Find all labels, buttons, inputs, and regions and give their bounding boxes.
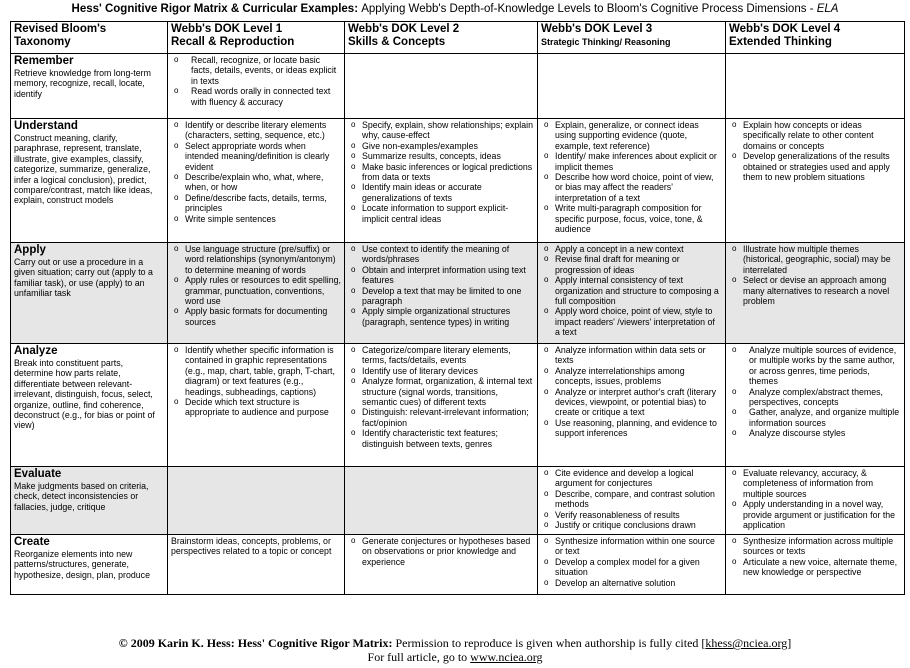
- list-item: o Identify/ make inferences about explicit or implicit themes: [555, 151, 722, 172]
- list-item: o Recall, recognize, or locate basic facts, details, events, or ideas explicit in texts: [191, 55, 341, 86]
- list-item: o Distinguish: relevant-irrelevant information; fact/opinion: [362, 407, 534, 428]
- list-item: o Apply rules or resources to edit spelling, grammar, punctuation, conventions, word use: [185, 275, 341, 306]
- list-item: o Write multi-paragraph composition for specific purpose, focus, voice, tone, & audience: [555, 203, 722, 234]
- blooms-cell: Create Reorganize elements into new patterns/structures, generate, hypothesize, design, plan, produce: [11, 535, 168, 595]
- dok4-cell: [726, 54, 905, 119]
- list-item: o Synthesize information within one source or text: [555, 536, 722, 557]
- row-remember: [11, 54, 905, 119]
- list-item: o Cite evidence and develop a logical argument for conjectures: [555, 468, 722, 489]
- dok1-cell: Brainstorm ideas, concepts, problems, or perspectives related to a topic or concept: [168, 535, 345, 595]
- list-item: o Verify reasonableness of results: [555, 510, 722, 520]
- list-item: o Apply a concept in a new context: [555, 244, 722, 254]
- list-item: o Generate conjectures or hypotheses based on observations or prior knowledge and experience: [362, 536, 534, 567]
- footer-full-article: For full article, go to: [367, 650, 468, 664]
- dok4-cell: [726, 344, 905, 467]
- row-analyze: [11, 344, 905, 467]
- bullet-list: [729, 345, 901, 439]
- header-row: [11, 22, 905, 54]
- bullet-list: [348, 536, 534, 567]
- dok4-cell: [726, 535, 905, 595]
- list-item: o Use language structure (pre/suffix) or word relationships (synonym/antonym) to determine meaning of words: [185, 244, 341, 275]
- list-item: o Analyze format, organization, & internal text structure (signal words, transitions, semantic cues) of different texts: [362, 376, 534, 407]
- list-item: o Develop a text that may be limited to one paragraph: [362, 286, 534, 307]
- list-item: o Identify use of literary devices: [362, 366, 534, 376]
- list-item: o Use context to identify the meaning of words/phrases: [362, 244, 534, 265]
- dok2-cell: [345, 535, 538, 595]
- dok1-cell: [168, 344, 345, 467]
- list-item: o Obtain and interpret information using text features: [362, 265, 534, 286]
- list-item: o Analyze complex/abstract themes, perspectives, concepts: [749, 387, 901, 408]
- list-item: o Analyze multiple sources of evidence, or multiple works by the same author, or across genres, time periods, themes: [749, 345, 901, 387]
- dok2-cell: [345, 467, 538, 535]
- list-item: o Identify main ideas or accurate generalizations of texts: [362, 182, 534, 203]
- list-item: o Analyze information within data sets or texts: [555, 345, 722, 366]
- bullet-list: [171, 244, 341, 327]
- list-item: o Analyze or interpret author's craft (literary devices, viewpoint, or potential bias) to create or critique a text: [555, 387, 722, 418]
- list-item: o Justify or critique conclusions drawn: [555, 520, 722, 530]
- bullet-list: [171, 120, 341, 224]
- list-item: o Illustrate how multiple themes (historical, geographic, social) may be interrelated: [743, 244, 901, 275]
- dok2-cell: [345, 243, 538, 344]
- list-item: o Apply understanding in a novel way, provide argument or justification for the application: [743, 499, 901, 530]
- list-item: o Develop an alternative solution: [555, 578, 722, 588]
- bullet-list: [729, 244, 901, 306]
- dok1-cell: [168, 467, 345, 535]
- blooms-cell: Understand Construct meaning, clarify, paraphrase, represent, translate, illustrate, give examples, classify, categorize, summarize, generalize, infer a logical conclusion), predict, compare/contrast, match like ideas, explain, construct models: [11, 119, 168, 243]
- footer-line-2: [0, 650, 910, 664]
- header-dok4: Webb's DOK Level 4 Extended Thinking: [726, 22, 905, 54]
- list-item: o Make basic inferences or logical predictions from data or texts: [362, 162, 534, 183]
- header-dok3: Webb's DOK Level 3 Strategic Thinking/ Reasoning: [538, 22, 726, 54]
- list-item: o Give non-examples/examples: [362, 141, 534, 151]
- bullet-list: [541, 468, 722, 530]
- list-item: o Locate information to support explicit-implicit central ideas: [362, 203, 534, 224]
- list-item: o Define/describe facts, details, terms, principles: [185, 193, 341, 214]
- list-item: o Analyze discourse styles: [749, 428, 901, 438]
- title-subject: ELA: [816, 3, 839, 15]
- dok3-cell: [538, 119, 726, 243]
- blooms-cell: Remember Retrieve knowledge from long-term memory, recognize, recall, locate, identify: [11, 54, 168, 119]
- website-link[interactable]: www.nciea.org: [470, 650, 543, 664]
- header-dok1: Webb's DOK Level 1 Recall & Reproduction: [168, 22, 345, 54]
- title-sub: Applying Webb's Depth-of-Knowledge Levels to Bloom's Cognitive Process Dimensions -: [361, 3, 814, 15]
- list-item: o Gather, analyze, and organize multiple information sources: [749, 407, 901, 428]
- dok3-cell: [538, 535, 726, 595]
- list-item: o Read words orally in connected text with fluency & accuracy: [191, 86, 341, 107]
- list-item: o Describe, compare, and contrast solution methods: [555, 489, 722, 510]
- row-apply: [11, 243, 905, 344]
- title-main: Hess' Cognitive Rigor Matrix & Curricular Examples:: [71, 3, 359, 15]
- list-item: o Specify, explain, show relationships; explain why, cause-effect: [362, 120, 534, 141]
- list-item: o Identify characteristic text features; distinguish between texts, genres: [362, 428, 534, 449]
- dok3-cell: [538, 243, 726, 344]
- footer-copyright: © 2009 Karin K. Hess: Hess' Cognitive Rigor Matrix:: [118, 636, 393, 650]
- bullet-list: [541, 345, 722, 439]
- list-item: o Apply basic formats for documenting sources: [185, 306, 341, 327]
- list-item: o Evaluate relevancy, accuracy, & completeness of information from multiple sources: [743, 468, 901, 499]
- dok1-cell: [168, 119, 345, 243]
- header-blooms: Revised Bloom's Taxonomy: [11, 22, 168, 54]
- blooms-cell: Evaluate Make judgments based on criteria, check, detect inconsistencies or fallacies, judge, critique: [11, 467, 168, 535]
- row-understand: [11, 119, 905, 243]
- blooms-cell: Apply Carry out or use a procedure in a given situation; carry out (apply to a familiar task), or use (apply) to an unfamiliar task: [11, 243, 168, 344]
- list-item: o Apply internal consistency of text organization and structure to composing a full composition: [555, 275, 722, 306]
- dok3-cell: [538, 467, 726, 535]
- dok4-cell: [726, 467, 905, 535]
- cognitive-rigor-matrix: [10, 21, 905, 595]
- dok1-cell: [168, 243, 345, 344]
- header-dok2: Webb's DOK Level 2 Skills & Concepts: [345, 22, 538, 54]
- bullet-list: [541, 120, 722, 234]
- bullet-list: [729, 468, 901, 530]
- bullet-list: [171, 345, 341, 418]
- list-item: o Use reasoning, planning, and evidence to support inferences: [555, 418, 722, 439]
- list-item: o Revise final draft for meaning or progression of ideas: [555, 254, 722, 275]
- list-item: o Articulate a new voice, alternate theme, new knowledge or perspective: [743, 557, 901, 578]
- list-item: o Apply simple organizational structures (paragraph, sentence types) in writing: [362, 306, 534, 327]
- bullet-list: [541, 244, 722, 338]
- list-item: o Identify whether specific information is contained in graphic representations (e.g., map, chart, table, graph, T-chart, diagram) or text features (e.g., headings, subheadings, captions): [185, 345, 341, 397]
- blooms-cell: Analyze Break into constituent parts, determine how parts relate, differentiate between relevant-irrelevant, distinguish, focus, select, organize, outline, find coherence, deconstruct (e.g., for bias or point of view): [11, 344, 168, 467]
- list-item: o Write simple sentences: [185, 214, 341, 224]
- list-item: o Summarize results, concepts, ideas: [362, 151, 534, 161]
- list-item: o Explain how concepts or ideas specifically relate to other content domains or concepts: [743, 120, 901, 151]
- list-item: o Develop generalizations of the results obtained or strategies used and apply them to new problem situations: [743, 151, 901, 182]
- list-item: o Identify or describe literary elements (characters, setting, sequence, etc.): [185, 120, 341, 141]
- dok3-cell: [538, 54, 726, 119]
- list-item: o Apply word choice, point of view, style to impact readers' /viewers' interpretation of a text: [555, 306, 722, 337]
- bullet-list: [729, 120, 901, 182]
- dok2-cell: [345, 119, 538, 243]
- list-item: o Analyze interrelationships among concepts, issues, problems: [555, 366, 722, 387]
- dok3-cell: [538, 344, 726, 467]
- bullet-list: [171, 55, 341, 107]
- list-item: o Describe/explain who, what, where, when, or how: [185, 172, 341, 193]
- dok4-cell: [726, 243, 905, 344]
- list-item: o Select appropriate words when intended meaning/definition is clearly evident: [185, 141, 341, 172]
- footer-line-1: [0, 636, 910, 650]
- page-title: [0, 3, 910, 15]
- footer-permission: Permission to reproduce is given when authorship is fully cited [: [395, 636, 706, 650]
- list-item: o Decide which text structure is appropriate to audience and purpose: [185, 397, 341, 418]
- list-item: o Categorize/compare literary elements, terms, facts/details, events: [362, 345, 534, 366]
- bullet-list: [348, 244, 534, 327]
- bullet-list: [348, 120, 534, 224]
- bullet-list: [729, 536, 901, 578]
- list-item: o Explain, generalize, or connect ideas using supporting evidence (quote, example, text reference): [555, 120, 722, 151]
- bullet-list: [348, 345, 534, 449]
- list-item: o Select or devise an approach among many alternatives to research a novel problem: [743, 275, 901, 306]
- dok1-cell: [168, 54, 345, 119]
- list-item: o Develop a complex model for a given situation: [555, 557, 722, 578]
- email-link[interactable]: khess@nciea.org: [705, 636, 788, 650]
- dok2-cell: [345, 54, 538, 119]
- footer-bracket: ]: [787, 636, 792, 650]
- dok2-cell: [345, 344, 538, 467]
- list-item: o Synthesize information across multiple sources or texts: [743, 536, 901, 557]
- dok4-cell: [726, 119, 905, 243]
- list-item: o Describe how word choice, point of view, or bias may affect the readers' interpretation of a text: [555, 172, 722, 203]
- bullet-list: [541, 536, 722, 588]
- row-evaluate: [11, 467, 905, 535]
- row-create: [11, 535, 905, 595]
